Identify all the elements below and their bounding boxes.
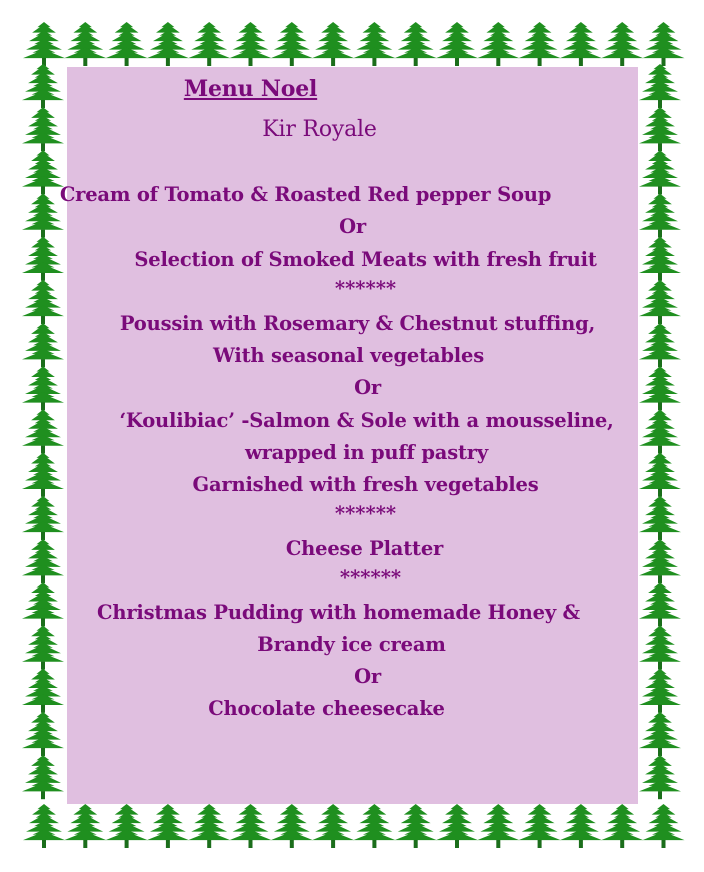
christmas-tree-icon [147,22,189,66]
christmas-tree-icon [22,539,64,583]
christmas-tree-icon [271,22,313,66]
starter-or: Or [339,215,366,238]
christmas-tree-icon [22,280,64,324]
christmas-tree-icon [639,64,681,108]
christmas-tree-icon [22,453,64,497]
christmas-tree-icon [22,626,64,670]
christmas-tree-icon [560,804,602,848]
christmas-tree-icon [23,22,65,66]
menu-title: Menu Noel [183,76,318,102]
christmas-tree-icon [519,804,561,848]
christmas-tree-icon [188,22,230,66]
starter-smoked-meats: Selection of Smoked Meats with fresh fruit [134,248,597,271]
christmas-tree-icon [639,712,681,756]
dessert-christmas-pudding: Christmas Pudding with homemade Honey & [97,601,580,624]
main-koulibiac: ‘Koulibiac’ -Salmon & Sole with a mousseline, [119,409,614,432]
christmas-tree-icon [64,804,106,848]
dessert-or: Or [354,665,381,688]
christmas-tree-icon [22,323,64,367]
christmas-tree-icon [106,804,148,848]
christmas-tree-icon [395,22,437,66]
christmas-tree-icon [477,804,519,848]
christmas-tree-icon [395,804,437,848]
christmas-tree-icon [64,22,106,66]
main-poussin-vegetables: With seasonal vegetables [213,344,484,367]
christmas-tree-icon [639,150,681,194]
christmas-tree-icon [560,22,602,66]
christmas-tree-icon [601,804,643,848]
christmas-tree-icon [436,22,478,66]
christmas-tree-icon [106,22,148,66]
christmas-tree-icon [147,804,189,848]
starter-soup: Cream of Tomato & Roasted Red pepper Soup [59,183,552,206]
main-koulibiac-garnish: Garnished with fresh vegetables [192,473,539,496]
christmas-tree-icon [22,366,64,410]
separator-3: ****** [339,566,402,589]
christmas-tree-icon [230,22,272,66]
menu-panel [59,67,638,804]
christmas-tree-icon [639,194,681,238]
christmas-tree-icon [643,22,685,66]
christmas-tree-icon [22,410,64,454]
christmas-tree-icon [22,755,64,799]
main-poussin: Poussin with Rosemary & Chestnut stuffing, [119,312,596,335]
christmas-tree-icon [643,804,685,848]
christmas-tree-icon [22,237,64,281]
christmas-tree-icon [230,804,272,848]
christmas-tree-icon [477,22,519,66]
christmas-tree-icon [639,755,681,799]
christmas-tree-icon [639,107,681,151]
christmas-tree-icon [23,804,65,848]
christmas-tree-icon [436,804,478,848]
christmas-tree-icon [353,22,395,66]
christmas-tree-icon [601,22,643,66]
main-koulibiac-pastry: wrapped in puff pastry [244,441,488,464]
christmas-tree-icon [353,804,395,848]
christmas-tree-icon [22,496,64,540]
christmas-tree-icon [639,323,681,367]
aperitif: Kir Royale [262,117,377,142]
dessert-chocolate-cheesecake: Chocolate cheesecake [208,697,445,720]
dessert-pudding-ice-cream: Brandy ice cream [257,633,446,656]
christmas-tree-icon [271,804,313,848]
christmas-tree-icon [312,804,354,848]
christmas-tree-icon [312,22,354,66]
main-or: Or [354,376,381,399]
cheese-platter: Cheese Platter [285,537,444,560]
christmas-tree-icon [188,804,230,848]
separator-2: ****** [334,502,397,525]
christmas-tree-icon [519,22,561,66]
separator-1: ****** [334,277,397,300]
